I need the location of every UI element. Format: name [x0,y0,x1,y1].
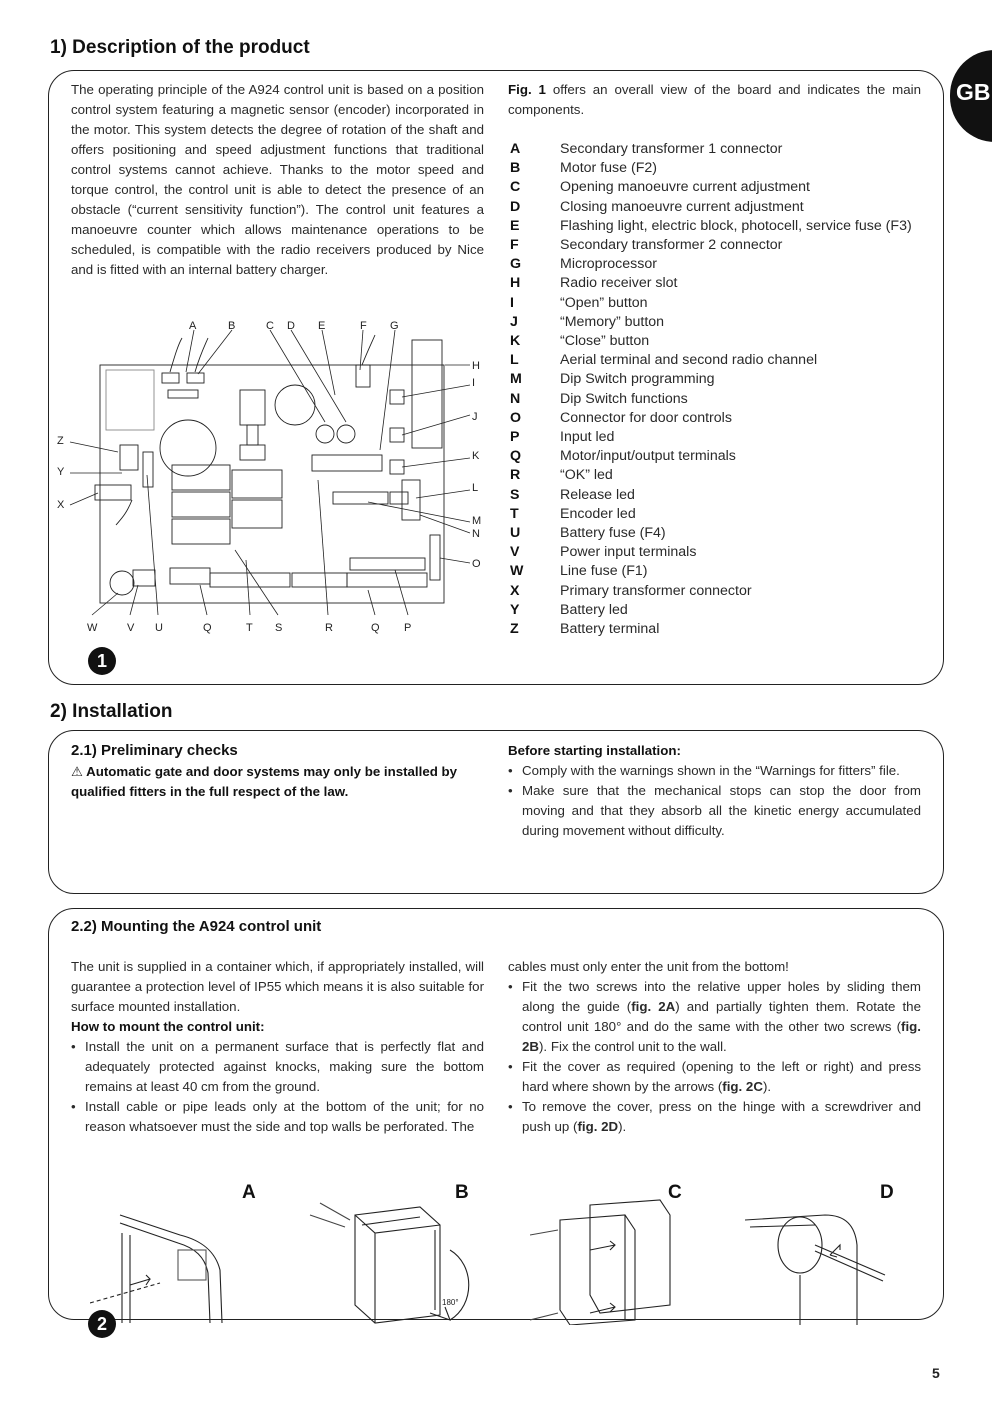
figure-2-badge: 2 [88,1310,116,1338]
diagram-label-d: D [287,320,295,332]
section1-title: 1) Description of the product [50,37,310,58]
component-key: U [510,525,521,542]
section1-intro: The operating principle of the A924 control unit is based on a position control system featuring a magnetic sensor (encoder) incorporated in the motor. This system detects the degree of rotation of the shaft and offers positioning and speed adjustment functions that traditional control systems cannot achieve. Thanks to the motor speed and torque control, the control unit is able to detect the presence of an obstacle (“current sensitivity function”). The control unit features a manoeuvre counter which allows maintenance operations to be scheduled, is compatible with the radio receivers produced by Nice and is fitted with an internal battery charger. [71,82,484,277]
diagram-label-z: Z [57,435,64,447]
figure-2a-label: A [242,1182,256,1203]
component-label: Radio receiver slot [560,275,678,292]
capacitor-1 [160,420,216,476]
figure-2a-illustration [90,1195,240,1325]
component-key: T [510,505,519,522]
component-label: Connector for door controls [560,409,732,426]
board-outline [100,365,444,603]
diagram-label-o: O [472,558,481,570]
component-row [510,217,930,236]
diagram-label-y: Y [57,466,65,478]
step-text: Fit the two screws into the relative upper holes by sliding them along the guide ( [522,979,921,1014]
diagram-label-r: R [325,622,333,634]
component-label: Power input terminals [560,544,697,561]
component-key: V [510,544,520,561]
mounting-step: • Install the unit on a permanent surface that is perfectly flat and adequately protected against knocks, making sure the bottom remains at least 40 cm from the ground. [71,1037,484,1097]
diagram-label-b: B [228,320,236,332]
component-key: B [510,160,521,177]
component-label: Battery led [560,601,628,618]
component-label: Battery terminal [560,621,660,638]
component-row [510,562,930,581]
step-text: Fit the cover as required (opening to the left or right) and press hard where shown by the arrows ( [522,1059,921,1094]
diagram-label-s: S [275,622,283,634]
fig1-ref: Fig. 1 [508,82,546,97]
component-row [510,505,930,524]
diagram-label-m: M [472,515,482,527]
mounting-step [508,1057,921,1097]
figure-2c-illustration [530,1195,700,1325]
component-row [510,294,930,313]
radio-slot [412,340,442,448]
component-label: “OK” led [560,467,613,484]
preliminary-checks-title: 2.1) Preliminary checks [71,742,238,759]
before-installation-item: • Comply with the warnings shown in the “Warnings for fitters” file. [508,761,921,781]
component-key: D [510,198,521,215]
component-key: Z [510,621,519,638]
component-key: A [510,141,521,157]
dip-switch [333,492,388,504]
component-row [510,236,930,255]
component-row [510,409,930,428]
mounting-step: • Install cable or pipe leads only at the bottom of the unit; for no reason whatsoever must the side and top walls be perforated. The [71,1097,484,1137]
component-key: X [510,582,520,599]
fig1-caption [508,80,921,120]
board-diagram [50,310,490,640]
component-label: “Close” button [560,333,650,350]
component-row [510,447,930,466]
step-text: ). Fix the control unit to the wall. [539,1039,727,1054]
figure-2d-label: D [880,1182,894,1203]
page-number: 5 [932,1365,940,1381]
diagram-label-q2: Q [371,622,380,634]
diagram-label-l: L [472,482,479,494]
mounting-step [508,1097,921,1137]
component-key: M [510,371,522,388]
component-label: Battery fuse (F4) [560,525,666,542]
figure-1-badge: 1 [88,647,116,675]
diagram-label-e: E [318,320,326,332]
figure-2b-illustration [300,1195,480,1325]
component-label: Dip Switch programming [560,371,715,388]
component-row [510,524,930,543]
component-label: Encoder led [560,505,636,522]
fig-2d-ref: fig. 2D [577,1119,619,1134]
fig-2b-ref: fig. 2B [522,1019,921,1054]
component-label: Primary transformer connector [560,582,752,599]
language-tab-label: GB [956,79,991,105]
component-label: Aerial terminal and second radio channel [560,352,818,369]
diagram-label-v: V [127,622,135,634]
fig1-caption-text: offers an overall view of the board and indicates the main components. [508,82,921,117]
component-key: J [510,313,518,330]
diagram-label-g: G [390,320,399,332]
component-row [510,255,930,274]
mounting-list-right [508,977,921,1137]
warning-text: Automatic gate and door systems may only be installed by qualified fitters in the full respect of the law. [71,764,458,799]
component-row [510,620,930,639]
component-label: “Memory” button [560,313,665,330]
figure-2c-label: C [668,1182,682,1203]
capacitor-2 [275,385,315,425]
component-key: R [510,467,521,484]
diagram-label-k: K [472,450,480,462]
component-key: Q [510,448,522,465]
component-key: N [510,390,521,407]
language-tab [950,50,992,142]
section2-title: 2) Installation [50,701,173,722]
diagram-label-j: J [472,411,478,423]
mounting-list-left [71,1037,484,1137]
component-row [510,466,930,485]
component-key: I [510,294,514,311]
component-row [510,140,930,159]
how-to-mount-title: How to mount the control unit: [71,1019,265,1034]
warning-icon: ⚠ [71,764,83,779]
component-key: C [510,179,521,196]
component-key: K [510,333,521,350]
component-key: Y [510,601,520,618]
component-label: “Open” button [560,294,648,311]
component-row [510,351,930,370]
diagram-label-f: F [360,320,367,332]
component-row [510,159,930,178]
component-label: Closing manoeuvre current adjustment [560,198,804,215]
diagram-label-u: U [155,622,163,634]
diagram-label-w: W [87,622,98,634]
diagram-label-c: C [266,320,274,332]
diagram-label-x: X [57,499,65,511]
mounting-continued: cables must only enter the unit from the bottom! [508,959,789,974]
component-label: Motor/input/output terminals [560,448,736,465]
component-key: W [510,563,524,580]
component-label: Microprocessor [560,256,657,273]
component-row [510,313,930,332]
component-key: H [510,275,521,292]
qualified-fitters-warning [71,762,484,802]
component-row [510,486,930,505]
component-row [510,274,930,293]
component-row [510,178,930,197]
mounting-intro: The unit is supplied in a container which, if appropriately installed, will guarantee a protection level of IP55 which means it is also suitable for surface mounted installation. [71,959,484,1014]
component-label: Secondary transformer 1 connector [560,141,783,157]
figure-2b-label: B [455,1182,469,1203]
figure-2d-illustration [745,1195,895,1325]
before-installation-title: Before starting installation: [508,743,681,758]
before-installation-item: • Make sure that the mechanical stops can stop the door from moving and that they absorb all the kinetic energy accumulated during movement without difficulty. [508,781,921,841]
diagram-label-a: A [189,320,197,332]
mounting-title: 2.2) Mounting the A924 control unit [71,918,322,935]
component-row [510,390,930,409]
diagram-label-i: I [472,377,476,389]
step-text: ). [618,1119,627,1134]
component-label: Flashing light, electric block, photocell, service fuse (F3) [560,217,912,234]
fig-2a-ref: fig. 2A [631,999,676,1014]
component-list [510,140,930,639]
step-text: ) and partially tighten them. Rotate the control unit 180° and do the same with the other two screws ( [522,999,921,1034]
component-row [510,601,930,620]
component-label: Secondary transformer 2 connector [560,237,783,254]
component-row [510,332,930,351]
component-label: Dip Switch functions [560,390,688,407]
diagram-label-q1: Q [203,622,212,634]
microprocessor [312,455,382,471]
component-key: F [510,237,519,254]
component-key: G [510,256,522,273]
component-row [510,198,930,217]
component-label: Line fuse (F1) [560,563,648,580]
rotation-label: 180° [442,1298,459,1307]
component-key: O [510,409,522,426]
component-key: L [510,352,519,369]
component-label: Opening manoeuvre current adjustment [560,179,810,196]
diagram-label-p: P [404,622,412,634]
component-label: Release led [560,486,635,503]
component-label: Motor fuse (F2) [560,160,657,177]
component-row [510,370,930,389]
component-row [510,543,930,562]
component-label: Input led [560,429,615,446]
component-row [510,428,930,447]
component-row [510,582,930,601]
mounting-step [508,977,921,1057]
fig-2c-ref: fig. 2C [722,1079,763,1094]
diagram-label-t: T [246,622,253,634]
diagram-label-n: N [472,528,480,540]
step-text: To remove the cover, press on the hinge with a screwdriver and push up ( [522,1099,921,1134]
component-key: P [510,429,520,446]
before-installation-list [508,761,921,841]
component-key: E [510,217,520,234]
component-key: S [510,486,520,503]
step-text: ). [762,1079,772,1094]
diagram-label-h: H [472,360,480,372]
